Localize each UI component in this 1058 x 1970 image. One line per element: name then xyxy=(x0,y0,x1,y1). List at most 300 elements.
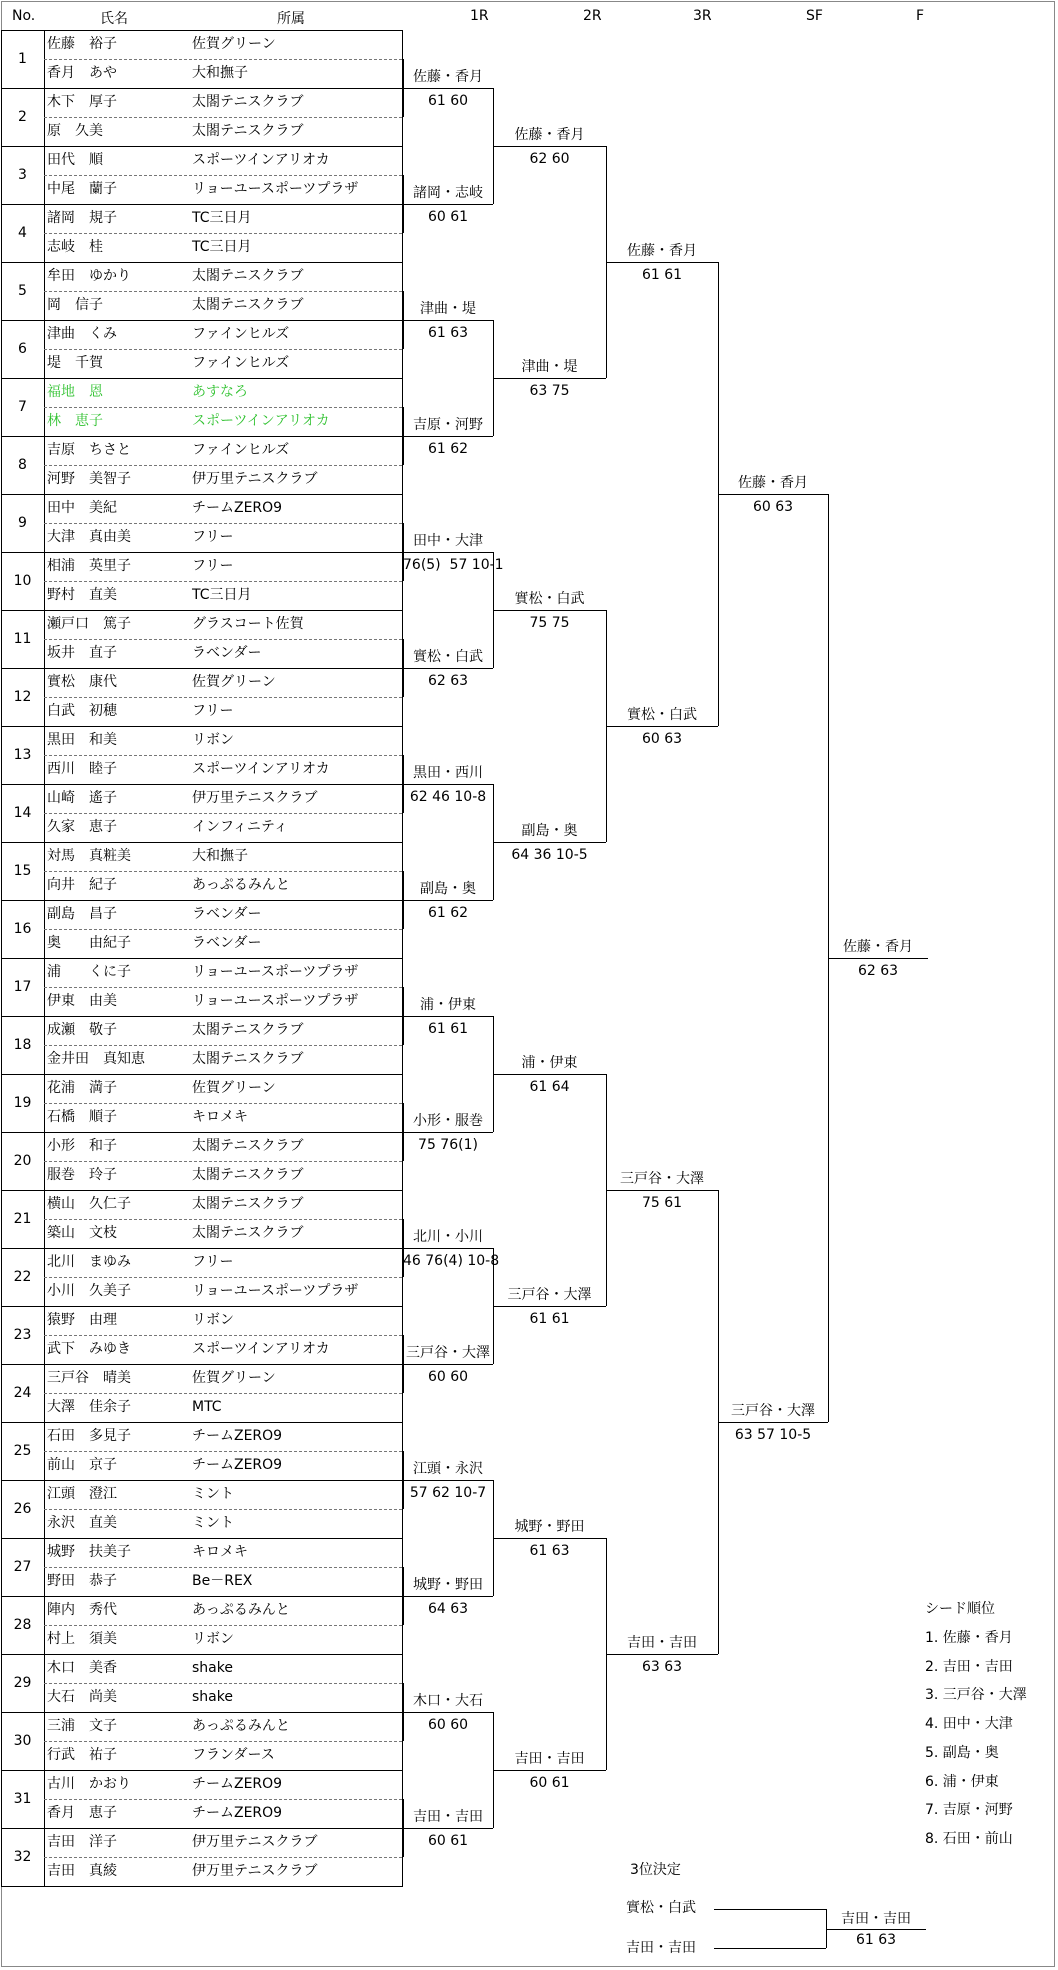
player-name: 香月 恵子 xyxy=(47,1805,117,1821)
player-name: 吉田 真綾 xyxy=(47,1863,117,1879)
pair-separator xyxy=(1,726,403,727)
player-name: 坂井 直子 xyxy=(47,645,117,661)
header-3r: 3R xyxy=(693,8,712,24)
pair-separator xyxy=(1,1654,403,1655)
r1-score: 60 61 xyxy=(427,209,469,225)
seed-item: 1. 佐藤・香月 xyxy=(925,1630,1013,1646)
player-name: 村上 須美 xyxy=(47,1631,117,1647)
player-name: 三戸谷 晴美 xyxy=(47,1370,131,1386)
r2-score: 64 36 10-5 xyxy=(511,847,588,863)
r1-score: 64 63 xyxy=(427,1601,469,1617)
r1-score: 60 60 xyxy=(427,1369,469,1385)
player-club: あすなろ xyxy=(192,384,248,400)
player-club: TC三日月 xyxy=(192,239,252,255)
player-name: 原 久美 xyxy=(47,123,103,139)
r2-winner-line xyxy=(493,1538,606,1539)
player-club: チームZERO9 xyxy=(192,1428,283,1444)
pair-number: 10 xyxy=(13,573,32,589)
player-club: 太閤テニスクラブ xyxy=(192,1196,304,1212)
player-name: 白武 初穂 xyxy=(47,703,117,719)
player-club: 伊万里テニスクラブ xyxy=(192,471,318,487)
player-club: 佐賀グリーン xyxy=(192,674,276,690)
player-name: 陣内 秀代 xyxy=(47,1602,117,1618)
player-club: 佐賀グリーン xyxy=(192,1370,276,1386)
player-club: 伊万里テニスクラブ xyxy=(192,1834,318,1850)
r1-winner: 木口・大石 xyxy=(413,1693,483,1709)
r1-winner-line xyxy=(403,552,493,553)
seed-item: 8. 石田・前山 xyxy=(925,1830,1013,1847)
player-club: 太閤テニスクラブ xyxy=(192,297,304,313)
player-club: TC三日月 xyxy=(192,587,252,603)
r1-winner: 浦・伊東 xyxy=(420,997,476,1013)
player-name: 香月 あや xyxy=(47,65,117,81)
r1-winner: 江頭・永沢 xyxy=(413,1461,483,1477)
pair-separator xyxy=(1,1190,403,1191)
player-club: グラスコート佐賀 xyxy=(192,616,304,632)
row-divider xyxy=(44,697,402,698)
player-name: 岡 信子 xyxy=(47,297,103,313)
pair-separator xyxy=(1,262,403,263)
row-divider xyxy=(44,407,402,408)
pair-separator xyxy=(1,146,403,147)
player-name: 伊東 由美 xyxy=(47,993,117,1009)
pair-number: 6 xyxy=(18,341,27,357)
pair-number: 22 xyxy=(13,1269,32,1285)
r2-score: 61 61 xyxy=(529,1311,570,1327)
pair-number: 5 xyxy=(18,283,27,299)
row-divider xyxy=(44,1683,402,1684)
pair-separator xyxy=(1,610,403,611)
pair-separator xyxy=(1,784,403,785)
pair-separator xyxy=(1,1422,403,1423)
row-divider xyxy=(44,639,402,640)
r2-score: 63 75 xyxy=(529,383,570,399)
pair-separator xyxy=(1,1596,403,1597)
sf-winner-line xyxy=(718,494,828,495)
pair-separator xyxy=(1,1538,403,1539)
player-club: フリー xyxy=(192,558,234,574)
r1-score: 76(5) 57 10-1 xyxy=(403,557,504,573)
player-name: 津曲 くみ xyxy=(47,326,117,342)
player-club: フリー xyxy=(192,703,234,719)
row-divider xyxy=(44,233,402,234)
f-winner: 佐藤・香月 xyxy=(843,939,913,955)
player-name: 花浦 満子 xyxy=(47,1080,117,1096)
r1-score: 62 63 xyxy=(427,673,469,689)
player-club: スポーツインアリオカ xyxy=(192,761,330,777)
r1-winner-line xyxy=(403,1480,493,1481)
r1-score: 61 62 xyxy=(427,441,469,457)
row-divider xyxy=(44,1857,402,1858)
r1-score: 57 62 10-7 xyxy=(409,1485,487,1501)
player-club: TC三日月 xyxy=(192,210,252,226)
player-name: 久家 恵子 xyxy=(47,819,117,835)
player-name: 田代 順 xyxy=(47,152,103,168)
player-name: 服巻 玲子 xyxy=(47,1167,117,1183)
pair-separator xyxy=(1,552,403,553)
r2-winner-line xyxy=(493,378,606,379)
player-name: 江頭 澄江 xyxy=(47,1486,117,1502)
third-place-team-a: 實松・白武 xyxy=(626,1900,696,1916)
player-club: スポーツインアリオカ xyxy=(192,152,330,168)
player-name: 中尾 蘭子 xyxy=(47,181,117,197)
player-club: 太閤テニスクラブ xyxy=(192,1051,304,1067)
pair-number: 28 xyxy=(13,1617,32,1633)
player-club: リボン xyxy=(192,732,234,748)
pair-number: 17 xyxy=(13,979,32,995)
row-divider xyxy=(44,117,402,118)
player-club: 佐賀グリーン xyxy=(192,36,276,52)
pair-number: 31 xyxy=(13,1791,32,1807)
player-club: キロメキ xyxy=(192,1109,248,1125)
row-divider xyxy=(44,465,402,466)
pair-number: 7 xyxy=(18,399,27,415)
player-name: 黒田 和美 xyxy=(47,732,117,748)
player-club: 伊万里テニスクラブ xyxy=(192,790,318,806)
r1-winner-line xyxy=(403,1016,493,1017)
player-club: ミント xyxy=(192,1486,234,1502)
player-name: 木下 厚子 xyxy=(47,94,117,110)
player-name: 志岐 桂 xyxy=(47,239,103,255)
row-divider xyxy=(44,1219,402,1220)
row-divider xyxy=(44,1161,402,1162)
r2-score: 75 75 xyxy=(529,615,570,631)
r3-winner-line xyxy=(606,262,718,263)
r1-winner-line xyxy=(403,1132,493,1133)
row-divider xyxy=(44,349,402,350)
r1-winner: 小形・服巻 xyxy=(413,1113,483,1129)
r1-winner-line xyxy=(403,1712,493,1713)
row-divider xyxy=(44,291,402,292)
row-divider xyxy=(44,523,402,524)
pair-separator xyxy=(1,1306,403,1307)
player-name: 木口 美香 xyxy=(47,1660,117,1676)
pair-number: 29 xyxy=(13,1675,32,1691)
player-club: 太閤テニスクラブ xyxy=(192,1225,304,1241)
pair-number: 20 xyxy=(13,1153,32,1169)
r1-score: 62 46 10-8 xyxy=(409,789,487,805)
row-divider xyxy=(44,1335,402,1336)
r3-winner: 吉田・吉田 xyxy=(627,1635,697,1651)
player-name: 北川 まゆみ xyxy=(47,1254,131,1270)
player-name: 諸岡 規子 xyxy=(47,210,117,226)
player-name: 成瀬 敬子 xyxy=(47,1022,117,1038)
row-divider xyxy=(44,1393,402,1394)
player-club: ファインヒルズ xyxy=(192,442,290,458)
player-club: リョーユースポーツプラザ xyxy=(192,1283,359,1299)
third-place-line-a xyxy=(714,1909,826,1910)
header-club: 所属 xyxy=(277,11,305,27)
player-club: あっぷるみんと xyxy=(192,1602,290,1618)
player-club: フリー xyxy=(192,1254,234,1270)
r2-winner-line xyxy=(493,1306,606,1307)
player-club: インフィニティ xyxy=(192,819,288,835)
player-club: 大和撫子 xyxy=(192,65,248,81)
r1-score: 61 62 xyxy=(427,905,469,921)
r1-winner: 津曲・堤 xyxy=(420,301,476,317)
player-club: キロメキ xyxy=(192,1544,248,1560)
player-name: 城野 扶美子 xyxy=(47,1544,131,1560)
r3-score: 60 63 xyxy=(641,731,683,747)
pair-separator xyxy=(1,378,403,379)
r3-winner-line xyxy=(606,726,718,727)
r1-score: 46 76(4) 10-8 xyxy=(403,1253,500,1269)
player-club: 伊万里テニスクラブ xyxy=(192,1863,318,1879)
player-club: リョーユースポーツプラザ xyxy=(192,181,359,197)
r1-score: 61 63 xyxy=(427,325,469,341)
r1-winner-line xyxy=(403,1364,493,1365)
player-name: 大澤 佳余子 xyxy=(47,1399,131,1415)
player-name: 石田 多見子 xyxy=(47,1428,131,1444)
r1-score: 60 61 xyxy=(427,1833,469,1849)
player-name: 猿野 由理 xyxy=(47,1312,117,1328)
pair-number: 15 xyxy=(13,863,32,879)
player-name: 向井 紀子 xyxy=(47,877,117,893)
pair-number: 25 xyxy=(13,1443,32,1459)
row-divider xyxy=(44,175,402,176)
r2-winner: 津曲・堤 xyxy=(521,359,578,375)
r2-winner: 副島・奥 xyxy=(521,823,578,839)
row-divider xyxy=(44,1509,402,1510)
player-club: 太閤テニスクラブ xyxy=(192,1022,304,1038)
player-club: フランダース xyxy=(192,1747,275,1763)
player-club: 太閤テニスクラブ xyxy=(192,94,304,110)
pair-number: 9 xyxy=(18,515,27,531)
player-club: MTC xyxy=(192,1399,222,1415)
row-divider xyxy=(44,1741,402,1742)
player-name: 山崎 遙子 xyxy=(47,790,117,806)
row-divider xyxy=(44,1045,402,1046)
player-club: スポーツインアリオカ xyxy=(192,1341,330,1357)
r2-winner-line xyxy=(493,842,606,843)
player-name: 前山 京子 xyxy=(47,1457,117,1473)
player-name: 大津 真由美 xyxy=(47,529,131,545)
player-name: 行武 祐子 xyxy=(47,1747,117,1763)
pair-number: 23 xyxy=(13,1327,32,1343)
player-name: 吉田 洋子 xyxy=(47,1834,117,1850)
player-name: 奥 由紀子 xyxy=(47,935,131,951)
player-name: 築山 文枝 xyxy=(47,1225,117,1241)
r1-winner-line xyxy=(403,320,493,321)
r1-score: 75 76(1) xyxy=(418,1137,478,1153)
r1-winner: 三戸谷・大澤 xyxy=(406,1345,490,1361)
third-place-score: 61 63 xyxy=(855,1932,897,1948)
player-club: フリー xyxy=(192,529,234,545)
pair-separator xyxy=(1,1712,403,1713)
f-score: 62 63 xyxy=(857,963,899,979)
r1-winner: 吉原・河野 xyxy=(413,417,483,433)
header-sf: SF xyxy=(806,8,823,24)
r2-winner: 城野・野田 xyxy=(514,1519,585,1535)
player-name: 野村 直美 xyxy=(47,587,117,603)
seed-item: 6. 浦・伊東 xyxy=(925,1773,999,1790)
pair-number: 32 xyxy=(13,1849,32,1865)
r1-winner-line xyxy=(403,1248,493,1249)
pair-separator xyxy=(1,1248,403,1249)
third-place-title: 3位決定 xyxy=(630,1862,681,1878)
pair-number: 11 xyxy=(13,631,32,647)
r2-winner-line xyxy=(493,1074,606,1075)
pair-number: 18 xyxy=(13,1037,32,1053)
player-club: 太閤テニスクラブ xyxy=(192,1167,304,1183)
r1-winner: 諸岡・志岐 xyxy=(413,185,483,201)
player-name: 対馬 真粧美 xyxy=(47,848,131,864)
r1-winner: 佐藤・香月 xyxy=(413,69,483,85)
player-name: 浦 くに子 xyxy=(47,964,131,980)
player-club: 太閤テニスクラブ xyxy=(192,123,304,139)
r3-score: 63 63 xyxy=(641,1659,683,1675)
r3-score: 75 61 xyxy=(641,1195,683,1211)
header-2r: 2R xyxy=(583,8,602,24)
pair-separator xyxy=(1,1132,403,1133)
pair-number: 4 xyxy=(18,225,27,241)
r2-winner-line xyxy=(493,146,606,147)
r1-winner: 副島・奥 xyxy=(420,881,476,897)
player-name: 小川 久美子 xyxy=(47,1283,131,1299)
pair-number: 26 xyxy=(13,1501,32,1517)
player-club: リボン xyxy=(192,1631,234,1647)
player-club: リョーユースポーツプラザ xyxy=(192,964,359,980)
row-divider xyxy=(44,1451,402,1452)
r1-winner-line xyxy=(403,88,493,89)
player-name: 河野 美智子 xyxy=(47,471,131,487)
player-club: shake xyxy=(192,1689,233,1705)
header-name: 氏名 xyxy=(100,11,128,27)
pair-number: 14 xyxy=(13,805,32,821)
pair-number: 12 xyxy=(13,689,32,705)
player-club: 大和撫子 xyxy=(192,848,248,864)
pair-number: 19 xyxy=(13,1095,32,1111)
r2-winner: 三戸谷・大澤 xyxy=(507,1287,592,1303)
row-divider xyxy=(44,1625,402,1626)
r3-winner-line xyxy=(606,1654,718,1655)
pair-number: 27 xyxy=(13,1559,32,1575)
pair-separator xyxy=(1,1074,403,1075)
player-name: 三浦 文子 xyxy=(47,1718,117,1734)
r1-winner-line xyxy=(403,1828,493,1829)
r1-winner-line xyxy=(403,900,493,901)
player-name: 實松 康代 xyxy=(47,674,117,690)
seed-title: シード順位 xyxy=(925,1601,995,1617)
player-club: リボン xyxy=(192,1312,234,1328)
pair-number: 30 xyxy=(13,1733,32,1749)
r3-winner: 三戸谷・大澤 xyxy=(620,1171,704,1187)
player-name: 永沢 直美 xyxy=(47,1515,117,1531)
player-name: 福地 恩 xyxy=(47,384,103,400)
player-club: ラベンダー xyxy=(192,935,262,951)
player-name: 古川 かおり xyxy=(47,1776,131,1792)
r1-winner-line xyxy=(403,784,493,785)
player-club: チームZERO9 xyxy=(192,500,283,516)
player-name: 武下 みゆき xyxy=(47,1341,131,1357)
r1-winner-line xyxy=(403,668,493,669)
row-divider xyxy=(44,1799,402,1800)
third-place-winner: 吉田・吉田 xyxy=(841,1911,911,1927)
r1-winner-line xyxy=(403,204,493,205)
player-club: 佐賀グリーン xyxy=(192,1080,276,1096)
pair-separator xyxy=(1,1480,403,1481)
row-divider xyxy=(44,1567,402,1568)
player-club: ラベンダー xyxy=(192,906,262,922)
pair-number: 13 xyxy=(13,747,32,763)
player-name: 堤 千賀 xyxy=(47,355,103,371)
player-name: 石橋 順子 xyxy=(47,1109,117,1125)
sf-score: 60 63 xyxy=(752,499,794,515)
seed-item: 3. 三戸谷・大澤 xyxy=(925,1687,1027,1704)
pair-number: 1 xyxy=(18,51,27,67)
r2-winner: 實松・白武 xyxy=(514,591,585,607)
pair-number: 3 xyxy=(18,167,27,183)
r1-score: 61 60 xyxy=(427,93,469,109)
sf-score: 63 57 10-5 xyxy=(734,1427,812,1443)
player-club: あっぷるみんと xyxy=(192,877,290,893)
player-name: 林 恵子 xyxy=(47,413,103,429)
seed-item: 4. 田中・大津 xyxy=(925,1716,1013,1733)
header-no: No. xyxy=(12,8,36,24)
header-f: F xyxy=(916,8,925,24)
r1-score: 61 61 xyxy=(427,1021,469,1037)
r1-winner: 實松・白武 xyxy=(413,649,483,665)
row-divider xyxy=(44,929,402,930)
sf-winner: 三戸谷・大澤 xyxy=(731,1403,815,1419)
player-club: リョーユースポーツプラザ xyxy=(192,993,359,1009)
pair-separator xyxy=(1,494,403,495)
pair-number: 8 xyxy=(18,457,27,473)
r2-score: 62 60 xyxy=(529,151,570,167)
r3-score: 61 61 xyxy=(641,267,683,283)
player-name: 野田 恭子 xyxy=(47,1573,117,1589)
player-name: 瀬戸口 篤子 xyxy=(47,616,131,632)
pair-separator xyxy=(1,1364,403,1365)
player-club: チームZERO9 xyxy=(192,1457,283,1473)
player-club: Be－REX xyxy=(192,1573,253,1589)
r2-score: 61 64 xyxy=(529,1079,570,1095)
player-name: 西川 睦子 xyxy=(47,761,117,777)
r1-winner: 城野・野田 xyxy=(413,1577,483,1593)
seed-item: 5. 副島・奥 xyxy=(925,1744,999,1761)
r2-winner: 浦・伊東 xyxy=(521,1055,578,1071)
row-divider xyxy=(44,987,402,988)
header-1r: 1R xyxy=(470,8,489,24)
seed-item: 2. 吉田・吉田 xyxy=(925,1658,1013,1675)
pair-separator xyxy=(1,1828,403,1829)
row-divider xyxy=(44,813,402,814)
player-club: ラベンダー xyxy=(192,645,262,661)
row-divider xyxy=(44,59,402,60)
r1-winner: 北川・小川 xyxy=(413,1229,483,1245)
pair-number: 21 xyxy=(13,1211,32,1227)
r1-winner: 黒田・西川 xyxy=(413,765,483,781)
pair-separator xyxy=(1,1770,403,1771)
pair-separator xyxy=(1,204,403,205)
pair-separator xyxy=(1,88,403,89)
player-name: 横山 久仁子 xyxy=(47,1196,131,1212)
sf-winner: 佐藤・香月 xyxy=(738,475,808,491)
seed-item: 7. 吉原・河野 xyxy=(925,1802,1013,1819)
r1-winner-line xyxy=(403,436,493,437)
player-name: 佐藤 裕子 xyxy=(47,36,117,52)
player-name: 田中 美紀 xyxy=(47,500,117,516)
row-divider xyxy=(44,581,402,582)
r3-winner: 佐藤・香月 xyxy=(627,243,697,259)
sf-winner-line xyxy=(718,1422,828,1423)
pair-separator xyxy=(1,668,403,669)
row-divider xyxy=(44,1103,402,1104)
pair-separator xyxy=(1,958,403,959)
player-club: チームZERO9 xyxy=(192,1805,283,1821)
r1-winner: 田中・大津 xyxy=(413,533,483,549)
third-place-line-b xyxy=(714,1948,826,1949)
